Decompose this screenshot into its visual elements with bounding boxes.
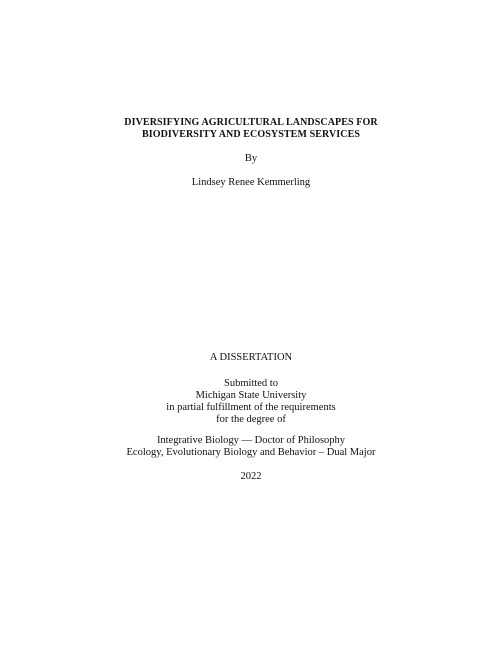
university-line: Michigan State University: [195, 390, 307, 401]
dual-major-line: Ecology, Evolutionary Biology and Behavior – Dual Major: [126, 447, 376, 458]
requirements-line: in partial fulfillment of the requirements: [166, 402, 336, 413]
submitted-to-line: Submitted to: [224, 378, 278, 389]
degree-of-line: for the degree of: [216, 414, 286, 425]
degree-program-line: Integrative Biology — Doctor of Philosophy: [156, 435, 346, 446]
dissertation-title-line-1: DIVERSIFYING AGRICULTURAL LANDSCAPES FOR: [124, 117, 378, 128]
by-label: By: [244, 153, 258, 164]
author-name: Lindsey Renee Kemmerling: [191, 177, 311, 188]
dissertation-title-line-2: BIODIVERSITY AND ECOSYSTEM SERVICES: [141, 129, 361, 140]
year: 2022: [240, 471, 262, 482]
document-type: A DISSERTATION: [209, 352, 293, 363]
